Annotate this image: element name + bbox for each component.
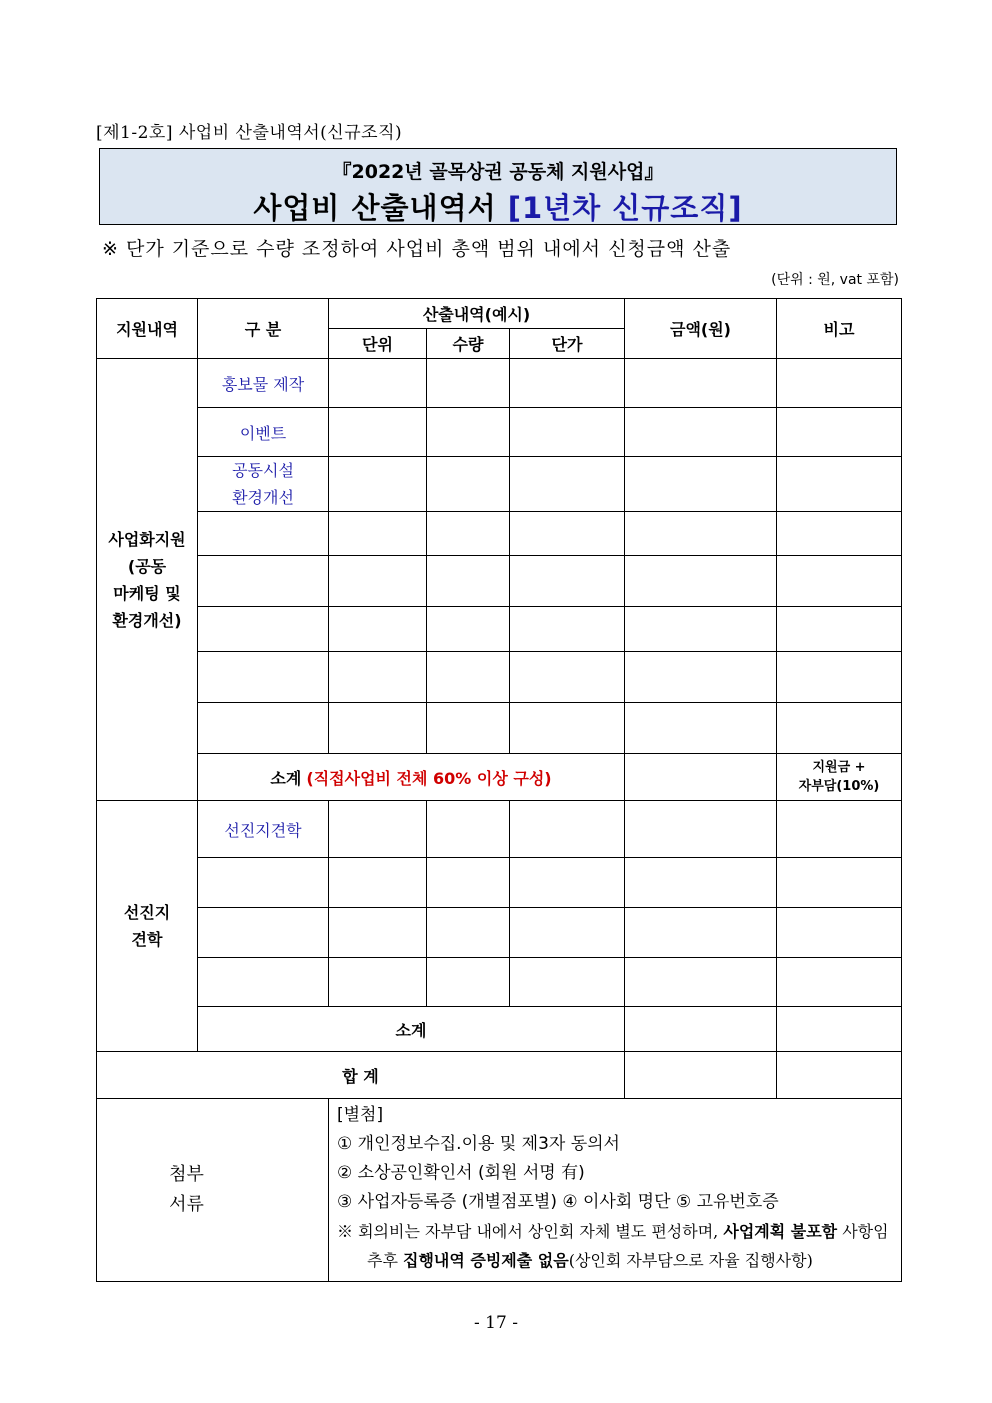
header-division: 구 분 [198, 299, 329, 359]
remark-cell[interactable] [777, 958, 902, 1007]
attach-meeting-note [337, 1217, 901, 1246]
price-cell[interactable] [510, 457, 625, 512]
section1-item[interactable] [198, 556, 329, 607]
subtotal-label: 소계 [270, 768, 302, 788]
header-price: 단가 [510, 329, 625, 359]
section1-item[interactable]: 홍보물 제작 [198, 359, 329, 408]
meeting-note-emphasis: 사업계획 불포함 [723, 1222, 838, 1241]
unit-cell[interactable] [329, 858, 427, 908]
amount-cell[interactable] [625, 958, 777, 1007]
qty-cell[interactable] [427, 958, 510, 1007]
section1-label: 사업화지원 (공동 마케팅 및 환경개선) [97, 359, 198, 801]
qty-cell[interactable] [427, 556, 510, 607]
unit-cell[interactable] [329, 703, 427, 754]
price-cell[interactable] [510, 908, 625, 958]
unit-cell[interactable] [329, 556, 427, 607]
attach-head: [별첨] [337, 1105, 384, 1125]
remark-cell[interactable] [777, 359, 902, 408]
qty-cell[interactable] [427, 607, 510, 652]
qty-cell[interactable] [427, 408, 510, 457]
unit-cell[interactable] [329, 908, 427, 958]
amount-cell[interactable] [625, 908, 777, 958]
qty-cell[interactable] [427, 801, 510, 858]
title-box [99, 148, 897, 225]
amount-cell[interactable] [625, 457, 777, 512]
grand-total-label: 합 계 [97, 1052, 625, 1099]
section1-item[interactable]: 이벤트 [198, 408, 329, 457]
amount-cell[interactable] [625, 607, 777, 652]
meeting-note-text: (상인회 자부담으로 자율 집행사항) [568, 1251, 813, 1270]
title-accent-text: [1년차 신규조직] [507, 191, 743, 225]
remark-cell[interactable] [777, 457, 902, 512]
section1-item[interactable] [198, 512, 329, 556]
remark-cell[interactable] [777, 908, 902, 958]
qty-cell[interactable] [427, 703, 510, 754]
title-subtitle: 『2022년 골목상권 공동체 지원사업』 [332, 161, 664, 183]
subtotal-amount-cell[interactable] [625, 754, 777, 801]
section2-label: 선진지 견학 [97, 801, 198, 1052]
header-remark: 비고 [777, 299, 902, 359]
qty-cell[interactable] [427, 359, 510, 408]
price-cell[interactable] [510, 652, 625, 703]
section1-subtotal [198, 754, 625, 801]
unit-cell[interactable] [329, 958, 427, 1007]
amount-cell[interactable] [625, 652, 777, 703]
unit-cell[interactable] [329, 512, 427, 556]
header-calc: 산출내역(예시) [329, 299, 625, 329]
price-cell[interactable] [510, 512, 625, 556]
section2-item[interactable]: 선진지견학 [198, 801, 329, 858]
price-cell[interactable] [510, 359, 625, 408]
meeting-note-text: ※ 회의비는 자부담 내에서 상인회 자체 별도 편성하며, [337, 1222, 724, 1241]
unit-note: (단위 : 원, vat 포함) [771, 272, 899, 288]
unit-cell[interactable] [329, 801, 427, 858]
page-number: - 17 - [474, 1313, 518, 1333]
instruction-note: ※ 단가 기준으로 수량 조정하여 사업비 총액 범위 내에서 신청금액 산출 [102, 238, 732, 260]
section1-item[interactable] [198, 607, 329, 652]
qty-cell[interactable] [427, 512, 510, 556]
section1-item[interactable] [198, 703, 329, 754]
amount-cell[interactable] [625, 512, 777, 556]
subtotal-remark: 지원금 + 자부담(10%) [777, 754, 902, 801]
price-cell[interactable] [510, 556, 625, 607]
remark-cell[interactable] [777, 858, 902, 908]
remark-cell[interactable] [777, 703, 902, 754]
attach-content [329, 1099, 902, 1282]
qty-cell[interactable] [427, 908, 510, 958]
form-id: [제1-2호] 사업비 산출내역서(신규조직) [96, 123, 403, 143]
attach-meeting-note-2 [337, 1246, 901, 1275]
qty-cell[interactable] [427, 652, 510, 703]
budget-table [96, 298, 902, 1282]
meeting-note-emphasis: 집행내역 증빙제출 없음 [403, 1251, 569, 1270]
attach-label: 첨부 서류 [169, 1164, 204, 1215]
unit-cell[interactable] [329, 457, 427, 512]
subtotal-amount-cell[interactable] [625, 1007, 777, 1052]
grand-total-amount-cell[interactable] [625, 1052, 777, 1099]
section2-item[interactable] [198, 858, 329, 908]
remark-cell[interactable] [777, 556, 902, 607]
section1-item[interactable] [198, 652, 329, 703]
header-unit: 단위 [329, 329, 427, 359]
attach-line: ③ 사업자등록증 (개별점포별) ④ 이사회 명단 ⑤ 고유번호증 [337, 1192, 779, 1212]
remark-cell[interactable] [777, 607, 902, 652]
attach-line: ① 개인정보수집.이용 및 제3자 동의서 [337, 1134, 620, 1154]
remark-cell[interactable] [777, 652, 902, 703]
unit-cell[interactable] [329, 607, 427, 652]
meeting-note-text: 사항임 [837, 1222, 889, 1241]
price-cell[interactable] [510, 801, 625, 858]
unit-cell[interactable] [329, 652, 427, 703]
grand-total-remark-cell[interactable] [777, 1052, 902, 1099]
price-cell[interactable] [510, 858, 625, 908]
remark-cell[interactable] [777, 512, 902, 556]
subtotal-note: (직접사업비 전체 60% 이상 구성) [306, 768, 552, 788]
section2-subtotal: 소계 [198, 1007, 625, 1052]
section1-item[interactable]: 공동시설 환경개선 [198, 457, 329, 512]
header-category: 지원내역 [97, 299, 198, 359]
remark-cell[interactable] [777, 408, 902, 457]
subtotal-remark-cell[interactable] [777, 1007, 902, 1052]
qty-cell[interactable] [427, 858, 510, 908]
unit-cell[interactable] [329, 359, 427, 408]
price-cell[interactable] [510, 958, 625, 1007]
meeting-note-text: 추후 [367, 1251, 403, 1270]
price-cell[interactable] [510, 607, 625, 652]
section2-item[interactable] [198, 908, 329, 958]
attach-line: ② 소상공인확인서 (회원 서명 有) [337, 1163, 585, 1183]
amount-cell[interactable] [625, 408, 777, 457]
amount-cell[interactable] [625, 556, 777, 607]
amount-cell[interactable] [625, 858, 777, 908]
price-cell[interactable] [510, 703, 625, 754]
unit-cell[interactable] [329, 408, 427, 457]
header-qty: 수량 [427, 329, 510, 359]
amount-cell[interactable] [625, 801, 777, 858]
amount-cell[interactable] [625, 703, 777, 754]
section2-item[interactable] [198, 958, 329, 1007]
header-amount: 금액(원) [625, 299, 777, 359]
remark-cell[interactable] [777, 801, 902, 858]
attach-label-cell [97, 1099, 329, 1282]
price-cell[interactable] [510, 408, 625, 457]
qty-cell[interactable] [427, 457, 510, 512]
page-title [100, 186, 896, 227]
amount-cell[interactable] [625, 359, 777, 408]
title-main-text: 사업비 산출내역서 [253, 191, 497, 225]
